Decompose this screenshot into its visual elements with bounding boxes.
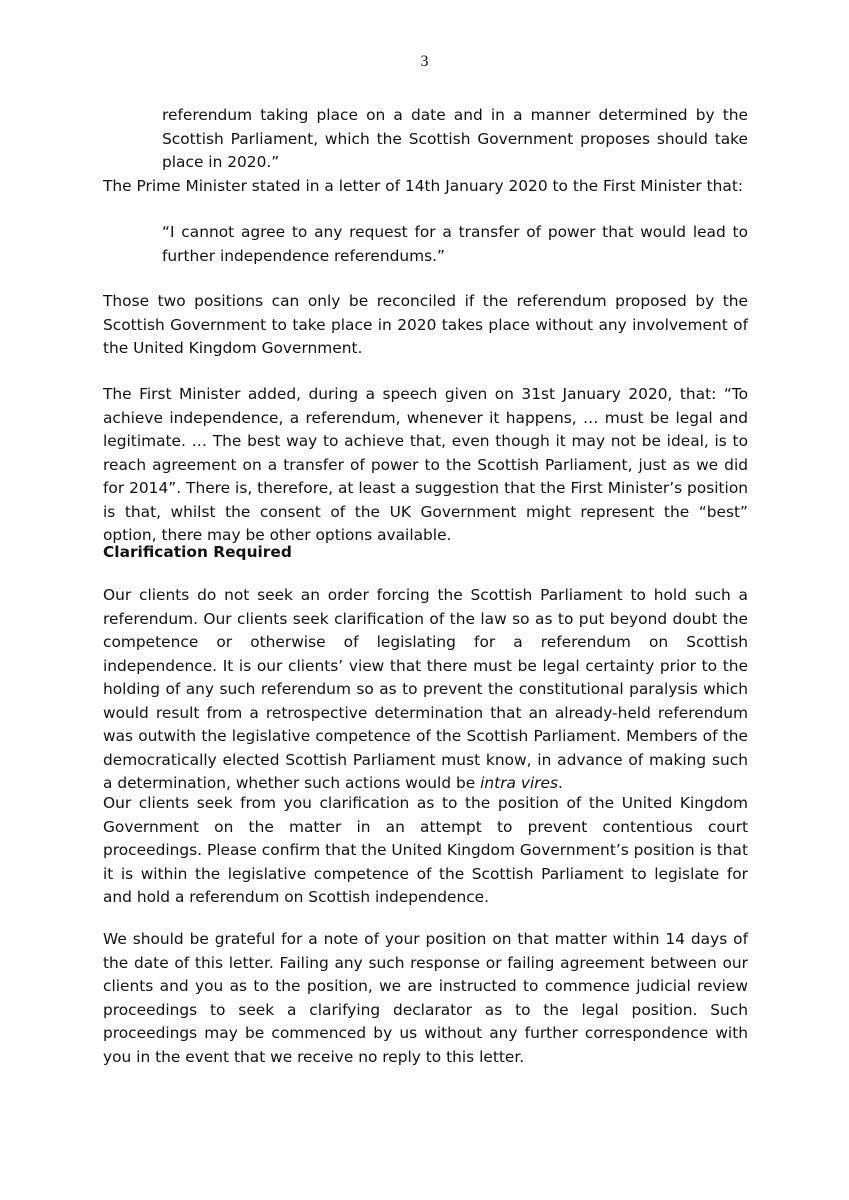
reconcile-paragraph: Those two positions can only be reconciled if the referendum proposed by the Scottish Government to take place in 2020 takes place without any involvement of the United Kingdom Government. (103, 292, 748, 357)
pm-quote: “I cannot agree to any request for a transfer of power that would lead to further independence referendums.” (162, 223, 748, 265)
clarification-text: Our clients do not seek an order forcing the Scottish Parliament to hold such a referendum. Our clients seek clarification of the law so as to put beyond doubt the competence or otherwise of legislating for a referendum on Scottish independence. It is our clients’ view that there must be legal certainty prior to the holding of any such referendum so as to prevent the constitutional paralysis which would result from a retrospective determination that an already-held referendum was outwith the legislative competence of the Scottish Parliament. Members of the democratically elected Scottish Parliament must know, in advance of making such a determination, whether such actions would be (103, 586, 748, 792)
uk-position-paragraph: Our clients seek from you clarification as to the position of the United Kingdom Government on the matter in an attempt to prevent contentious court proceedings. Please confirm that the United Kingdom Government’s position is that it is within the legislative competence of the Scottish Parliament to legislate for and hold a referendum on Scottish independence. (103, 794, 748, 906)
section-heading: Clarification Required (103, 543, 292, 561)
quote-continuation: referendum taking place on a date and in a manner determined by the Scottish Parliament, which the Scottish Government proposes should take place in 2020.” (162, 106, 748, 171)
clarification-paragraph (103, 584, 748, 796)
page-number: 3 (420, 53, 429, 70)
closing-paragraph: We should be grateful for a note of your position on that matter within 14 days of the date of this letter. Failing any such response or failing agreement between our clients and you as to the position, we are instructed to commence judicial review proceedings to seek a clarifying declarator as to the legal position. Such proceedings may be commenced by us without any further correspondence with you in the event that we receive no reply to this letter. (103, 930, 748, 1066)
clarification-end: . (558, 774, 563, 792)
pm-letter-intro: The Prime Minister stated in a letter of 14th January 2020 to the First Minister that: (103, 177, 744, 195)
intra-vires-term: intra vires (480, 774, 559, 792)
fm-speech-paragraph: The First Minister added, during a speech given on 31st January 2020, that: “To achieve independence, a referendum, whenever it happens, … must be legal and legitimate. … The best way to achieve that, even though it may not be ideal, is to reach agreement on a transfer of power to the Scottish Parliament, just as we did for 2014”. There is, therefore, at least a suggestion that the First Minister’s position is that, whilst the consent of the UK Government might represent the “best” option, there may be other options available. (103, 385, 748, 544)
